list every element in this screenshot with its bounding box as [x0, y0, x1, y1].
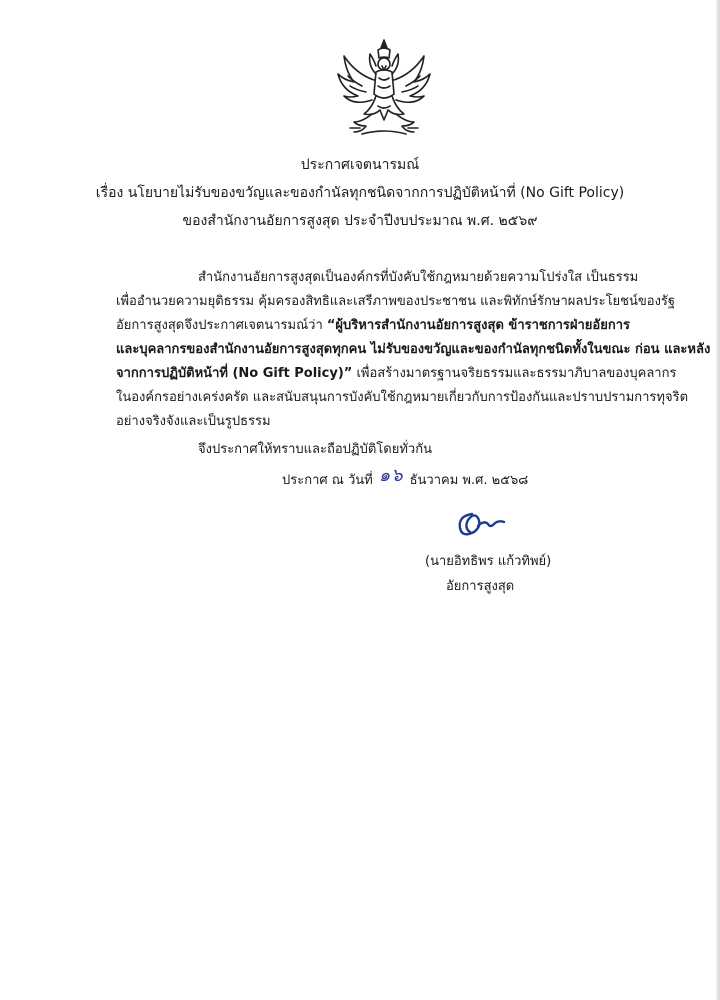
body-line-3-intro: อัยการสูงสุดจึงประกาศเจตนารมณ์ว่า: [116, 318, 327, 333]
page-edge-shadow: [716, 0, 720, 1000]
body-line-5-quote-end: จากการปฏิบัติหน้าที่ (No Gift Policy)”: [116, 366, 353, 381]
announcement-date: [282, 465, 529, 490]
garuda-emblem-icon: [332, 36, 436, 140]
date-day-handwritten: ๑๖: [378, 465, 404, 486]
announcement-subject: เรื่อง นโยบายไม่รับของขวัญและของกำนัลทุกชนิดจากการปฏิบัติหน้าที่ (No Gift Policy): [95, 185, 625, 201]
announcement-title: ประกาศเจตนารมณ์: [300, 157, 420, 173]
body-line-4: และบุคลากรของสำนักงานอัยการสูงสุดทุกคน ไม่รับของขวัญและของกำนัลทุกชนิดทั้งในขณะ ก่อน และหลัง: [116, 342, 711, 357]
signatory-title: อัยการสูงสุด: [446, 579, 515, 594]
body-line-5-rest: เพื่อสร้างมาตรฐานจริยธรรมและธรรมาภิบาลของบุคลากร: [352, 366, 677, 381]
body-line-3: [116, 317, 630, 335]
body-line-1: สำนักงานอัยการสูงสุดเป็นองค์กรที่บังคับใช้กฎหมายด้วยความโปร่งใส เป็นธรรม: [198, 270, 639, 285]
body-line-3-quote: “ผู้บริหารสำนักงานอัยการสูงสุด ข้าราชการฝ่ายอัยการ: [326, 318, 630, 333]
body-line-5: [116, 365, 676, 383]
closing-statement: จึงประกาศให้ทราบและถือปฏิบัติโดยทั่วกัน: [198, 442, 432, 457]
body-line-2: เพื่ออำนวยความยุติธรรม คุ้มครองสิทธิและเสรีภาพของประชาชน และพิทักษ์รักษาผลประโยชน์ของรัฐ: [116, 294, 676, 309]
signature-mark: [452, 506, 512, 542]
body-line-6: ในองค์กรอย่างเคร่งครัด และสนับสนุนการบังคับใช้กฎหมายเกี่ยวกับการป้องกันและปราบปรามการทุจริต: [116, 390, 689, 405]
announcement-fiscal-year: ของสำนักงานอัยการสูงสุด ประจำปีงบประมาณ พ.ศ. ๒๕๖๙: [182, 213, 538, 229]
date-month-year: ธันวาคม พ.ศ. ๒๕๖๘: [409, 473, 529, 488]
signatory-name: (นายอิทธิพร แก้วทิพย์): [425, 554, 552, 569]
body-line-7: อย่างจริงจังและเป็นรูปธรรม: [116, 414, 271, 429]
date-prefix: ประกาศ ณ วันที่: [282, 473, 373, 488]
